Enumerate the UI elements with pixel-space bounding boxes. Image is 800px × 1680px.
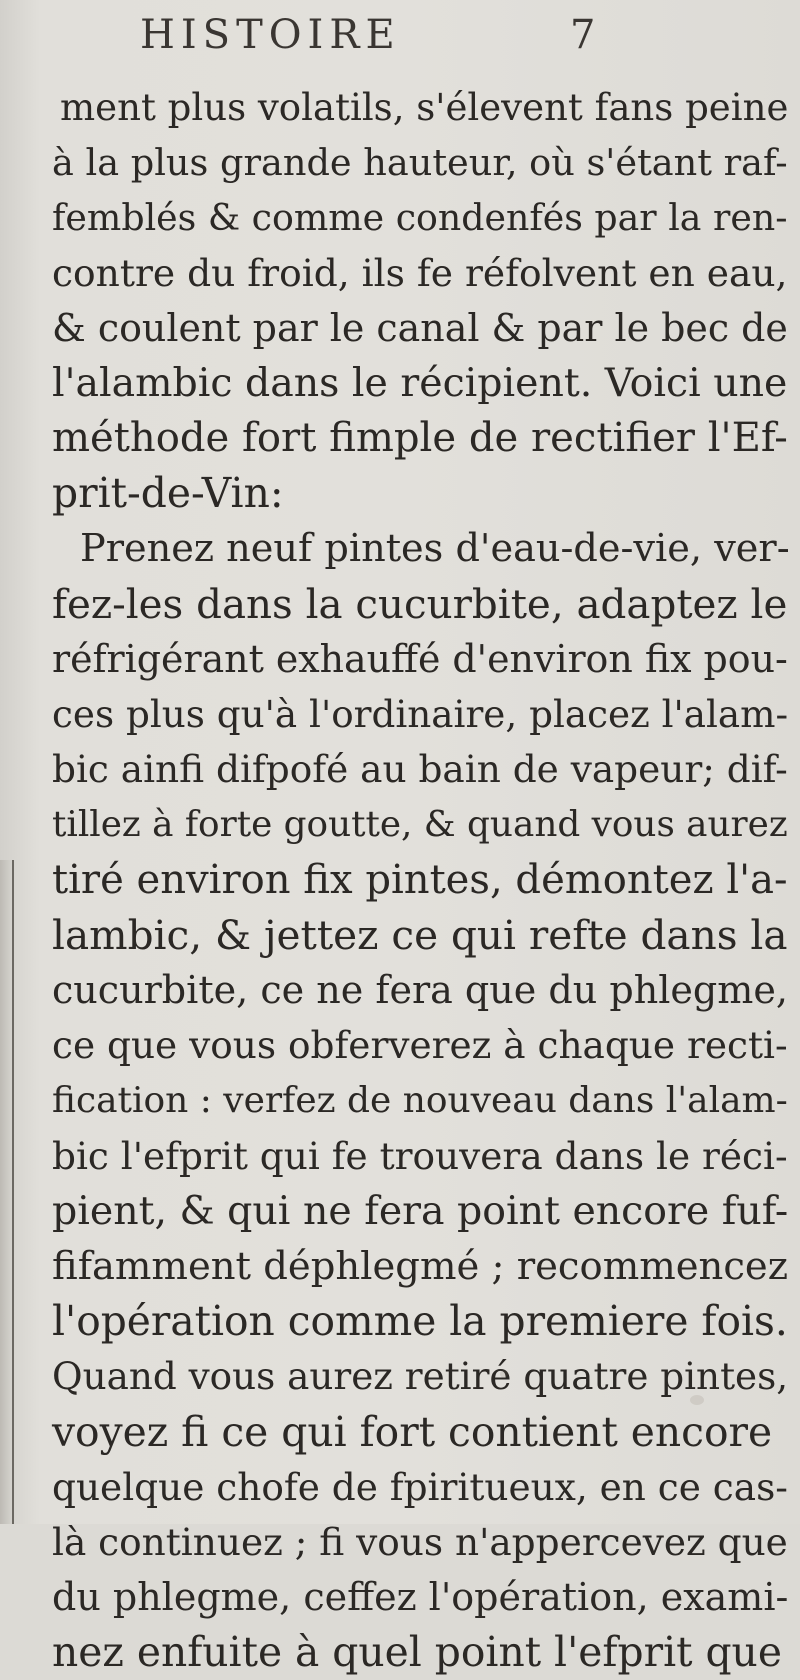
text-line: réfrigérant exhauffé d'environ fix pou- (52, 636, 788, 681)
text-line: nez enfuite à quel point l'efprit que (52, 1628, 782, 1677)
text-line: du phlegme, ceffez l'opération, exami- (52, 1575, 789, 1620)
text-line: l'opération comme la premiere fois. (52, 1297, 788, 1346)
text-line: fication : verfez de nouveau dans l'alam- (52, 1080, 788, 1122)
text-line: lambic, & jettez ce qui refte dans la (52, 910, 788, 959)
body-text (52, 80, 792, 1680)
text-line: quelque chofe de fpiritueux, en ce cas- (52, 1464, 788, 1509)
text-line: méthode fort fimple de rectifier l'Ef- (52, 415, 788, 462)
text-line: Quand vous aurez retiré quatre pintes, (52, 1354, 789, 1399)
text-line: ces plus qu'à l'ordinaire, placez l'alam- (52, 692, 789, 737)
text-line: bic l'efprit qui fe trouvera dans le réci- (52, 1133, 788, 1178)
paper-stain (500, 1370, 508, 1378)
text-line: contre du froid, ils fe réfolvent en eau, (52, 250, 788, 295)
text-line: fez-les dans la cucurbite, adaptez le (52, 580, 788, 628)
text-line: pient, & qui ne fera point encore fuf- (52, 1187, 789, 1234)
text-line: voyez fi ce qui fort contient encore (52, 1407, 773, 1456)
text-line: cucurbite, ce ne fera que du phlegme, (52, 968, 788, 1012)
text-line: & coulent par le canal & par le bec de (52, 305, 788, 350)
running-title: HISTOIRE (140, 12, 401, 58)
text-line: là continuez ; fi vous n'appercevez que (52, 1519, 788, 1564)
page-binding-edge (0, 860, 14, 1524)
text-line: à la plus grande hauteur, où s'étant raf- (52, 141, 788, 185)
text-line: tiré environ fix pintes, démontez l'a- (52, 856, 788, 903)
paper-stain (690, 1395, 704, 1405)
text-line: femblés & comme condenfés par la ren- (52, 196, 788, 240)
text-line: bic ainfi difpofé au bain de vapeur; dif- (52, 747, 788, 792)
text-line: Prenez neuf pintes d'eau-de-vie, ver- (80, 526, 790, 571)
text-line: ce que vous obferverez à chaque recti- (52, 1023, 788, 1068)
text-line: fifamment déphlegmé ; recommencez (52, 1243, 788, 1289)
page-header (0, 12, 800, 72)
text-line: tillez à forte goutte, & quand vous aurez (52, 804, 788, 846)
text-line: prit-de-Vin: (52, 469, 284, 518)
text-line: ment plus volatils, s'élevent fans peine (60, 86, 789, 129)
text-line: l'alambic dans le récipient. Voici une (52, 359, 788, 406)
page-number: 7 (570, 12, 596, 58)
